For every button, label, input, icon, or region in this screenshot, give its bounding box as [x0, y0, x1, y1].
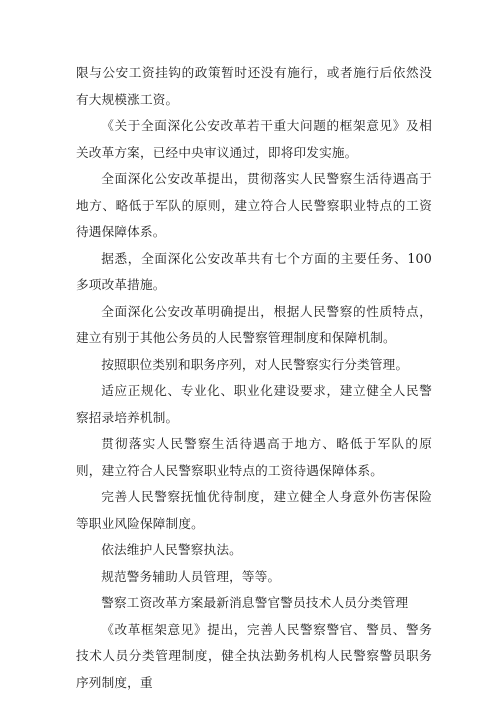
paragraph-11: 规范警务辅助人员管理，等等。: [101, 568, 281, 584]
paragraph-6: 按照职位类别和职务序列，对人民警察实行分类管理。: [101, 356, 409, 372]
paragraph-5: 全面深化公安改革明确提出，根据人民警察的性质特点，建立有别于其他公务员的人民警察管理制度和保障机制。: [76, 303, 432, 345]
document-page: [76, 60, 432, 696]
paragraph-1: 限与公安工资挂钩的政策暂时还没有施行，或者施行后依然没有大规模涨工资。: [76, 65, 432, 107]
paragraph-2: 《关于全面深化公安改革若干重大问题的框架意见》及相关改革方案，已经中央审议通过，即将印发实施。: [76, 118, 432, 160]
paragraph-4: 据悉，全面深化公安改革共有七个方面的主要任务、100多项改革措施。: [76, 250, 432, 292]
paragraph-7: 适应正规化、专业化、职业化建设要求，建立健全人民警察招录培养机制。: [76, 383, 432, 425]
paragraph-3: 全面深化公安改革提出，贯彻落实人民警察生活待遇高于地方、略低于军队的原则，建立符合人民警察职业特点的工资待遇保障体系。: [76, 171, 432, 239]
paragraph-8: 贯彻落实人民警察生活待遇高于地方、略低于军队的原则，建立符合人民警察职业特点的工资待遇保障体系。: [76, 436, 432, 478]
section-heading: 警察工资改革方案最新消息警官警员技术人员分类管理: [101, 595, 409, 610]
paragraph-10: 依法维护人民警察执法。: [101, 542, 242, 557]
paragraph-9: 完善人民警察抚恤优待制度，建立健全人身意外伤害保险等职业风险保障制度。: [76, 489, 432, 531]
paragraph-12: 《改革框架意见》提出，完善人民警察警官、警员、警务技术人员分类管理制度，健全执法勤务机构人民警察警员职务序列制度，重: [76, 621, 432, 690]
